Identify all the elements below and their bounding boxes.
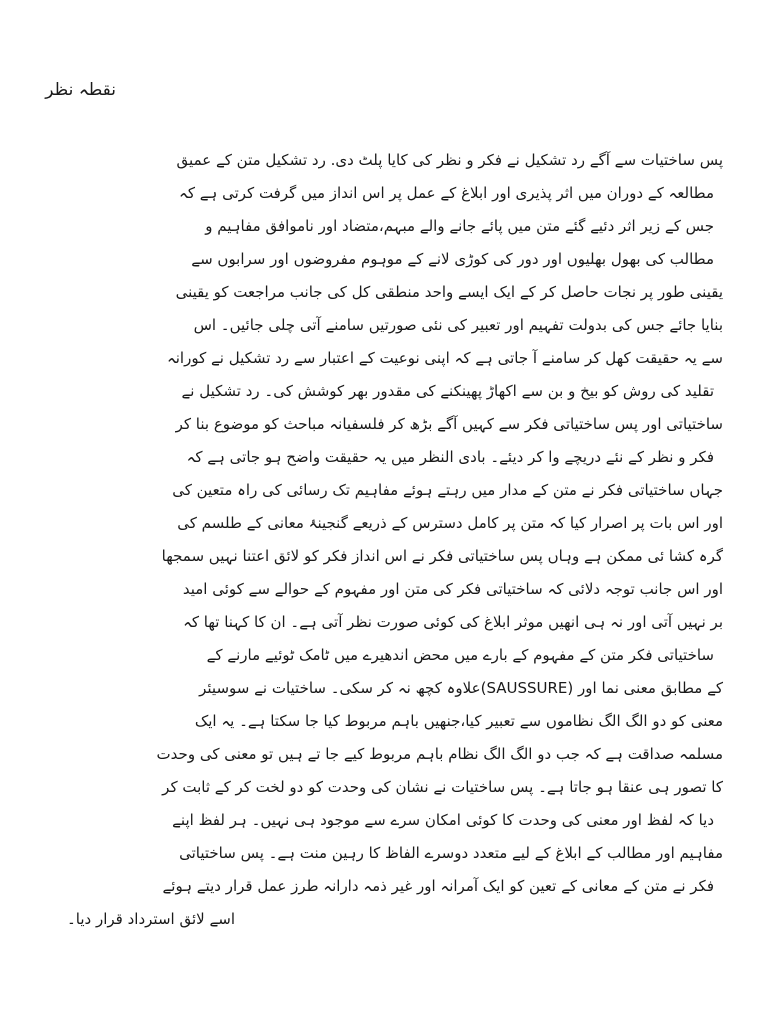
body-line: بنایا جائے جس کی بدولت تفہیم اور تعبیر کی نئی صورتیں سامنے آتی چلی جائیں۔ اس — [193, 316, 723, 334]
body-line: دیا کہ لفظ اور معنی کی وحدت کا کوئی امکان سرے سے موجود ہی نہیں۔ ہر لفظ اپنے — [172, 811, 714, 829]
body-line: فکر نے متن کے معانی کے تعین کو ایک آمرانہ اور غیر ذمہ دارانہ طرز عمل قرار دیتے ہوئے — [162, 877, 714, 895]
body-line: یقینی طور پر نجات حاصل کر کے ایک ایسے واحد منطقی کل کی جانب مراجعت کو یقینی — [175, 283, 723, 301]
body-line: مطالب کی بھول بھلیوں اور دور کی کوڑی لانے کے موہوم مفروضوں اور سرابوں سے — [191, 250, 714, 268]
document-body — [0, 150, 768, 970]
body-line: معنی کو دو الگ الگ نظاموں سے تعبیر کیا،جنھیں باہم مربوط کیا جا سکتا ہے۔ یہ ایک — [194, 712, 723, 730]
body-line: جس کے زیر اثر دئیے گئے متن میں پائے جانے والے مبہم،متضاد اور ناموافق مفاہیم و — [205, 217, 714, 235]
body-line: گرہ کشا ئی ممکن ہے وہاں پس ساختیاتی فکر نے اس انداز فکر کو لائق اعتنا نہیں سمجھا — [161, 547, 723, 565]
body-line: کے مطابق معنی نما اور (SAUSSURE)علاوہ کچھ نہ کر سکی۔ ساختیات نے سوسیئر — [199, 679, 723, 697]
document-title: نقطہ نظر — [45, 80, 116, 100]
body-line: ساختیاتی فکر متن کے مفہوم کے بارے میں محض اندھیرے میں ٹامک ٹوئیے مارنے کے — [206, 646, 714, 664]
body-line: اسے لائق استرداد قرار دیا۔ — [67, 910, 235, 928]
body-line: پس ساختیات سے آگے رد تشکیل نے فکر و نظر کی کایا پلٹ دی. رد تشکیل متن کے عمیق — [176, 151, 723, 169]
body-line: جہاں ساختیاتی فکر نے متن کے مدار میں رہتے ہوئے مفاہیم تک رسائی کی راہ متعین کی — [172, 481, 723, 499]
body-line: تقلید کی روش کو بیخ و بن سے اکھاڑ پھینکنے کی مقدور بھر کوشش کی۔ رد تشکیل نے — [181, 382, 714, 400]
body-line: مفاہیم اور مطالب کے ابلاغ کے لیے متعدد دوسرے الفاظ کا رہین منت ہے۔ پس ساختیاتی — [179, 844, 723, 862]
body-line: مطالعہ کے دوران میں اثر پذیری اور ابلاغ کے عمل پر اس انداز میں گرفت کرتی ہے کہ — [179, 184, 714, 202]
body-line: سے یہ حقیقت کھل کر سامنے آ جاتی ہے کہ اپنی نوعیت کے اعتبار سے رد تشکیل نے کورانہ — [166, 349, 723, 367]
body-line: مسلمہ صداقت ہے کہ جب دو الگ الگ نظام باہم مربوط کیے جا تے ہیں تو معنی کی وحدت — [156, 745, 723, 763]
body-line: کا تصور ہی عنقا ہو جاتا ہے۔ پس ساختیات نے نشان کی وحدت کو دو لخت کر کے ثابت کر — [162, 778, 723, 796]
body-line: بر نہیں آتی اور نہ ہی انھیں موثر ابلاغ کی کوئی صورت نظر آتی ہے۔ ان کا کہنا تھا کہ — [183, 613, 723, 631]
body-line: فکر و نظر کے نئے دریچے وا کر دیئے۔ بادی النظر میں یہ حقیقت واضح ہو جاتی ہے کہ — [186, 448, 714, 466]
body-line: ساختیاتی اور پس ساختیاتی فکر سے کہیں آگے بڑھ کر فلسفیانہ مباحث کو موضوع بنا کر — [175, 415, 723, 433]
body-line: اور اس جانب توجہ دلائی کہ ساختیاتی فکر کی متن اور مفہوم کے حوالے سے کوئی امید — [182, 580, 723, 598]
body-line: اور اس بات پر اصرار کیا کہ متن پر کامل دسترس کے ذریعے گنجینۂ معانی کے طلسم کی — [177, 514, 723, 532]
